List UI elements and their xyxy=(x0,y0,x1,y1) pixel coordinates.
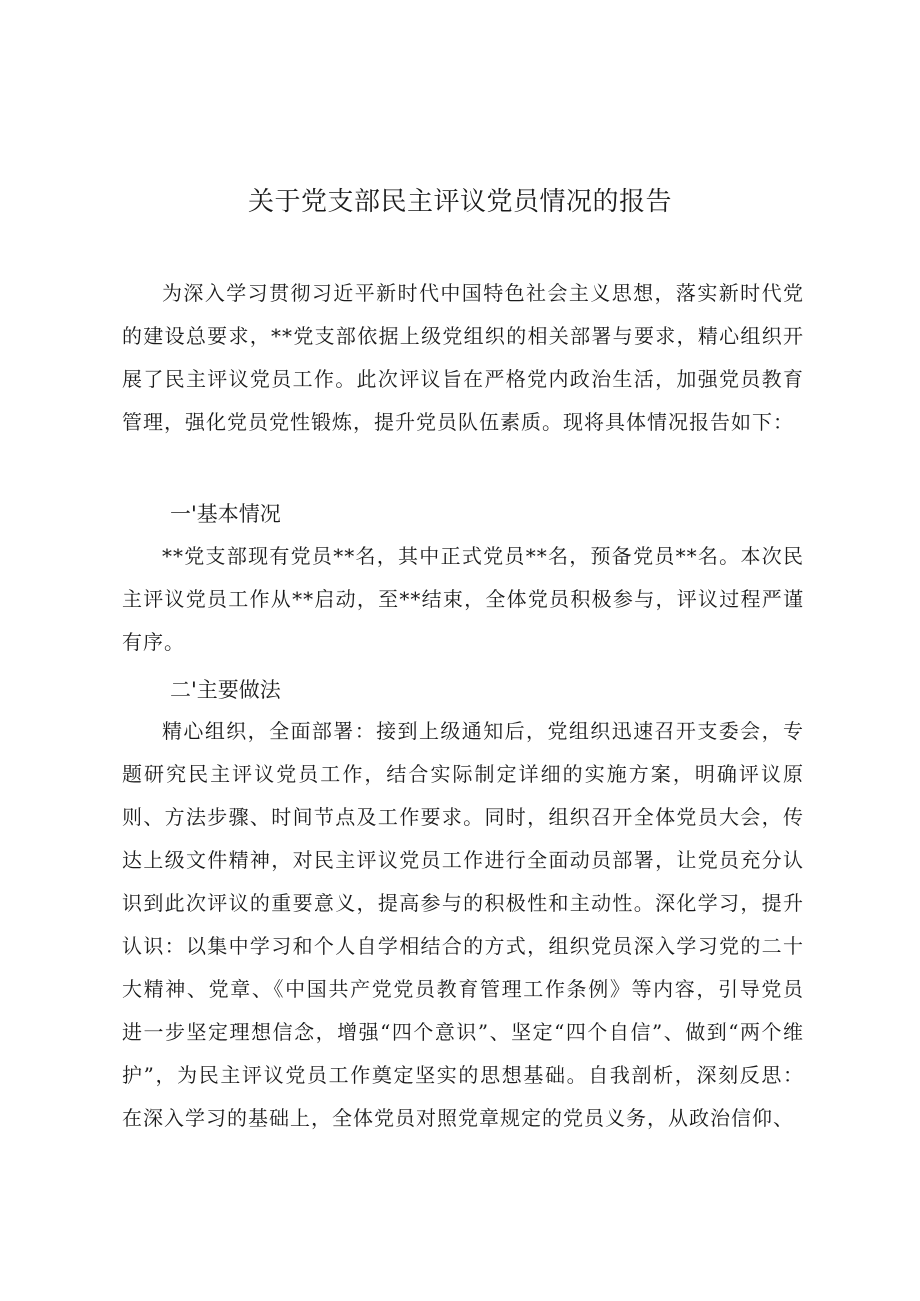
section-heading-main-practices: 二'主要做法 xyxy=(170,678,281,702)
section-heading-basic-situation: 一'基本情况 xyxy=(170,502,281,526)
basic-situation-paragraph: **党支部现有党员**名，其中正式党员**名，预备党员**名。本次民主评议党员工作从**启动，至**结束，全体党员积极参与，评议过程严谨有序。 xyxy=(122,544,804,654)
intro-paragraph: 为深入学习贯彻习近平新时代中国特色社会主义思想，落实新时代党的建设总要求，**党支部依据上级党组织的相关部署与要求，精心组织开展了民主评议党员工作。此次评议旨在严格党内政治生活，加强党员教育管理，强化党员党性锻炼，提升党员队伍素质。现将具体情况报告如下： xyxy=(122,281,804,434)
main-practices-paragraph: 精心组织，全面部署：接到上级通知后，党组织迅速召开支委会，专题研究民主评议党员工作，结合实际制定详细的实施方案，明确评议原则、方法步骤、时间节点及工作要求。同时，组织召开全体党员大会，传达上级文件精神，对民主评议党员工作进行全面动员部署，让党员充分认识到此次评议的重要意义，提高参与的积极性和主动性。深化学习，提升认识：以集中学习和个人自学相结合的方式，组织党员深入学习党的二十大精神、党章、《中国共产党党员教育管理工作条例》等内容，引导党员进一步坚定理想信念，增强“四个意识”、坚定“四个自信”、做到“两个维护”，为民主评议党员工作奠定坚实的思想基础。自我剖析，深刻反思：在深入学习的基础上，全体党员对照党章规定的党员义务，从政治信仰、 xyxy=(122,719,804,1130)
document-title: 关于党支部民主评议党员情况的报告 xyxy=(247,187,672,217)
